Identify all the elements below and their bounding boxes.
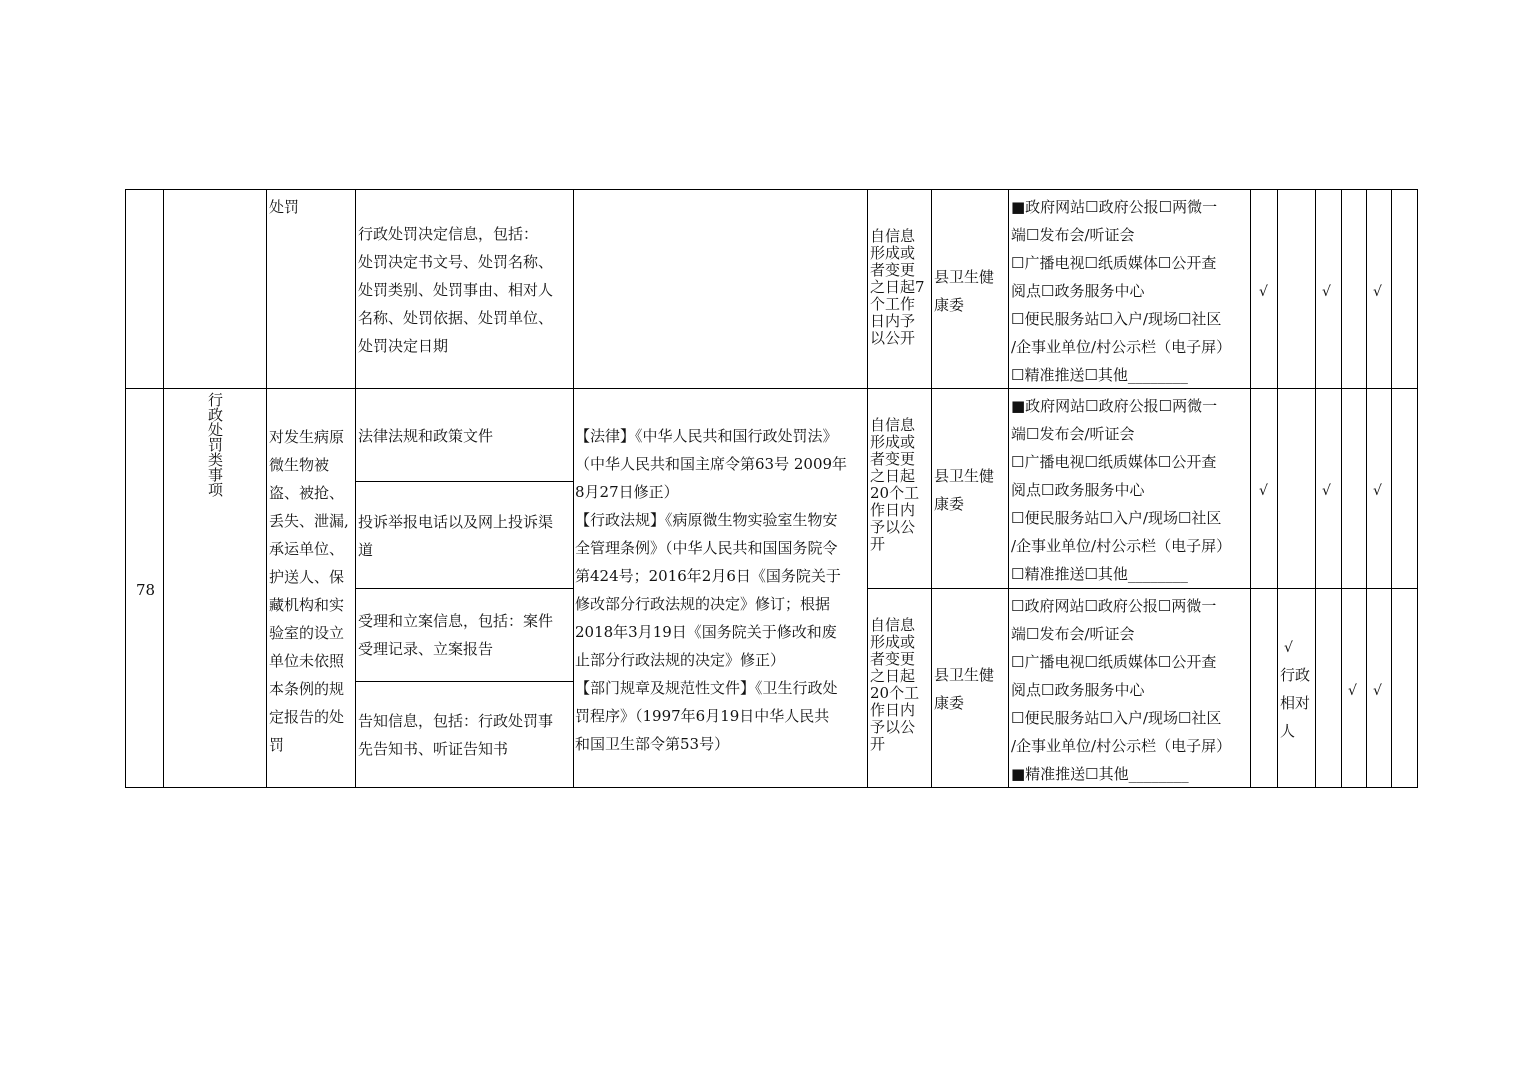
text-line: 以公开 bbox=[870, 329, 916, 347]
r78-agency-b bbox=[931, 588, 1009, 788]
top-col-item bbox=[266, 189, 356, 389]
text-line: 行政 bbox=[1280, 666, 1311, 684]
text-line: 全管理条例》（中华人民共和国国务院令 bbox=[575, 539, 838, 557]
r78-check-b1: √ bbox=[1348, 683, 1357, 699]
text-line: 丢失、泄漏, bbox=[269, 512, 349, 530]
text-line: 予以公 bbox=[870, 718, 916, 736]
text-line: 自信息 bbox=[870, 416, 916, 434]
text-line: 本条例的规 bbox=[269, 680, 345, 698]
text-line: 受理和立案信息，包括：案件 bbox=[358, 612, 554, 630]
text-line: 验室的设立 bbox=[269, 624, 345, 642]
text-line: 作日内 bbox=[870, 701, 916, 719]
text-line: 县卫生健 bbox=[934, 467, 995, 485]
text-line: 处罚决定书文号、处罚名称、 bbox=[358, 253, 554, 271]
r78-apply-a bbox=[1341, 388, 1367, 589]
r78-time-b bbox=[867, 588, 932, 788]
text-line: ☐便民服务站☐入户/现场☐社区 bbox=[1011, 709, 1222, 727]
text-line: 投诉举报电话以及网上投诉渠 bbox=[358, 513, 554, 531]
r78-channel-a bbox=[1008, 388, 1251, 589]
r78-check-b-target-mark: √ bbox=[1284, 640, 1293, 656]
text-line: ☐精准推送☐其他________ bbox=[1011, 366, 1188, 384]
text-line: 对发生病原 bbox=[269, 428, 345, 446]
text-line: /企事业单位/村公示栏（电子屏） bbox=[1011, 537, 1232, 555]
text-line: 作日内 bbox=[870, 501, 916, 519]
text-line: 名称、处罚依据、处罚单位、 bbox=[358, 309, 554, 327]
r78-target-all-b bbox=[1250, 588, 1278, 788]
r78-check-b2: √ bbox=[1373, 683, 1382, 699]
text-line: ☐便民服务站☐入户/现场☐社区 bbox=[1011, 310, 1222, 328]
r78-check-a2: √ bbox=[1322, 483, 1331, 499]
text-line: 受理记录、立案报告 bbox=[358, 640, 494, 658]
r78-township-b bbox=[1391, 588, 1418, 788]
text-line: 者变更 bbox=[870, 261, 916, 279]
top-col-county bbox=[1366, 189, 1392, 389]
text-line: ■精准推送☐其他________ bbox=[1011, 765, 1189, 783]
text-line: 先告知书、听证告知书 bbox=[358, 740, 509, 758]
text-line: 个工作 bbox=[870, 295, 916, 313]
r78-free-a bbox=[1315, 388, 1342, 589]
r78-col-number bbox=[125, 388, 164, 788]
top-col-township bbox=[1391, 189, 1418, 389]
r78-col-basis bbox=[573, 388, 868, 788]
text-line: ☐精准推送☐其他________ bbox=[1011, 565, 1188, 583]
r78-content-d bbox=[355, 681, 574, 788]
r78-number: 78 bbox=[136, 581, 156, 599]
text-line: 微生物被 bbox=[269, 456, 330, 474]
r78-category: 行政处罚类事项 bbox=[206, 392, 224, 497]
text-line: 单位未依照 bbox=[269, 652, 345, 670]
top-col-target-all bbox=[1250, 189, 1278, 389]
top-col-free bbox=[1315, 189, 1342, 389]
text-line: 开 bbox=[870, 535, 886, 553]
top-col-target-specific bbox=[1277, 189, 1316, 389]
text-line: 告知信息，包括：行政处罚事 bbox=[358, 712, 554, 730]
text-line: 修改部分行政法规的决定》修订；根据 bbox=[575, 595, 831, 613]
text-line: （中华人民共和国主席令第63号 2009年 bbox=[575, 455, 848, 473]
text-line: 阅点☐政务服务中心 bbox=[1011, 681, 1145, 699]
text-line: 县卫生健 bbox=[934, 268, 995, 286]
r78-township-a bbox=[1391, 388, 1418, 589]
top-col-agency bbox=[931, 189, 1009, 389]
r78-content-b bbox=[355, 481, 574, 589]
text-line: 自信息 bbox=[870, 616, 916, 634]
r78-county-b bbox=[1366, 588, 1392, 788]
top-col-apply bbox=[1341, 189, 1367, 389]
r78-check-a3: √ bbox=[1373, 483, 1382, 499]
top-check-1: √ bbox=[1259, 284, 1268, 300]
text-line: 承运单位、 bbox=[269, 540, 345, 558]
text-line: ■政府网站☐政府公报☐两微一 bbox=[1011, 397, 1218, 415]
text-line: 形成或 bbox=[870, 244, 916, 262]
top-col-content bbox=[355, 189, 574, 389]
text-line: 康委 bbox=[934, 495, 965, 513]
text-line: 定报告的处 bbox=[269, 708, 345, 726]
top-check-3: √ bbox=[1373, 284, 1382, 300]
text-line: 之日起7 bbox=[870, 278, 925, 296]
text-line: ☐便民服务站☐入户/现场☐社区 bbox=[1011, 509, 1222, 527]
top-item-tail: 处罚 bbox=[269, 198, 300, 216]
text-line: 之日起 bbox=[870, 467, 916, 485]
text-line: 【行政法规】《病原微生物实验室生物安 bbox=[575, 511, 838, 529]
text-line: 8月27日修正） bbox=[575, 483, 679, 501]
r78-col-item bbox=[266, 388, 356, 788]
text-line: /企事业单位/村公示栏（电子屏） bbox=[1011, 338, 1232, 356]
text-line: 行政处罚决定信息，包括： bbox=[358, 225, 539, 243]
text-line: 处罚类别、处罚事由、相对人 bbox=[358, 281, 554, 299]
text-line: ☐广播电视☐纸质媒体☐公开查 bbox=[1011, 453, 1217, 471]
text-line: 阅点☐政务服务中心 bbox=[1011, 282, 1145, 300]
r78-time-a bbox=[867, 388, 932, 589]
text-line: 自信息 bbox=[870, 227, 916, 245]
text-line: 端☐发布会/听证会 bbox=[1011, 226, 1135, 244]
text-line: 端☐发布会/听证会 bbox=[1011, 425, 1135, 443]
text-line: 康委 bbox=[934, 296, 965, 314]
r78-content-c bbox=[355, 588, 574, 682]
text-line: 【部门规章及规范性文件】《卫生行政处 bbox=[575, 679, 838, 697]
text-line: 者变更 bbox=[870, 450, 916, 468]
text-line: 道 bbox=[358, 541, 374, 559]
text-line: 者变更 bbox=[870, 650, 916, 668]
text-line: ☐广播电视☐纸质媒体☐公开查 bbox=[1011, 653, 1217, 671]
text-line: 20个工 bbox=[870, 484, 920, 502]
r78-apply-b bbox=[1341, 588, 1367, 788]
text-line: 之日起 bbox=[870, 667, 916, 685]
top-col-channel bbox=[1008, 189, 1251, 389]
r78-target-specific-b bbox=[1277, 588, 1316, 788]
text-line: 县卫生健 bbox=[934, 666, 995, 684]
text-line: 藏机构和实 bbox=[269, 596, 345, 614]
text-line: 相对 bbox=[1280, 694, 1311, 712]
text-line: 2018年3月19日《国务院关于修改和废 bbox=[575, 623, 837, 641]
r78-col-category bbox=[163, 388, 267, 788]
r78-target-all-a bbox=[1250, 388, 1278, 589]
text-line: 端☐发布会/听证会 bbox=[1011, 625, 1135, 643]
r78-channel-b bbox=[1008, 588, 1251, 788]
text-line: 护送人、保 bbox=[269, 568, 345, 586]
text-line: 形成或 bbox=[870, 633, 916, 651]
r78-content-a bbox=[355, 388, 574, 482]
top-col-number bbox=[125, 189, 164, 389]
text-line: 【法律】《中华人民共和国行政处罚法》 bbox=[575, 427, 838, 445]
top-col-category bbox=[163, 189, 267, 389]
r78-county-a bbox=[1366, 388, 1392, 589]
text-line: 和国卫生部令第53号） bbox=[575, 735, 730, 753]
r78-target-specific-a bbox=[1277, 388, 1316, 589]
r78-check-a1: √ bbox=[1259, 483, 1268, 499]
r78-free-b bbox=[1315, 588, 1342, 788]
text-line: 人 bbox=[1280, 722, 1296, 740]
text-line: ☐政府网站☐政府公报☐两微一 bbox=[1011, 597, 1217, 615]
text-line: 第424号；2016年2月6日《国务院关于 bbox=[575, 567, 841, 585]
text-line: /企事业单位/村公示栏（电子屏） bbox=[1011, 737, 1232, 755]
text-line: 盗、被抢、 bbox=[269, 484, 345, 502]
text-line: 罚 bbox=[269, 736, 285, 754]
text-line: ■政府网站☐政府公报☐两微一 bbox=[1011, 198, 1218, 216]
text-line: 开 bbox=[870, 735, 886, 753]
text-line: 止部分行政法规的决定》修正） bbox=[575, 651, 786, 669]
text-line: 日内予 bbox=[870, 312, 916, 330]
text-line: 法律法规和政策文件 bbox=[358, 427, 494, 445]
r78-agency-a bbox=[931, 388, 1009, 589]
text-line: 形成或 bbox=[870, 433, 916, 451]
text-line: 阅点☐政务服务中心 bbox=[1011, 481, 1145, 499]
text-line: 20个工 bbox=[870, 684, 920, 702]
text-line: 罚程序》（1997年6月19日中华人民共 bbox=[575, 707, 830, 725]
text-line: 康委 bbox=[934, 694, 965, 712]
top-check-2: √ bbox=[1322, 284, 1331, 300]
top-col-basis bbox=[573, 189, 868, 389]
text-line: 处罚决定日期 bbox=[358, 337, 449, 355]
text-line: ☐广播电视☐纸质媒体☐公开查 bbox=[1011, 254, 1217, 272]
text-line: 予以公 bbox=[870, 518, 916, 536]
top-col-time bbox=[867, 189, 932, 389]
